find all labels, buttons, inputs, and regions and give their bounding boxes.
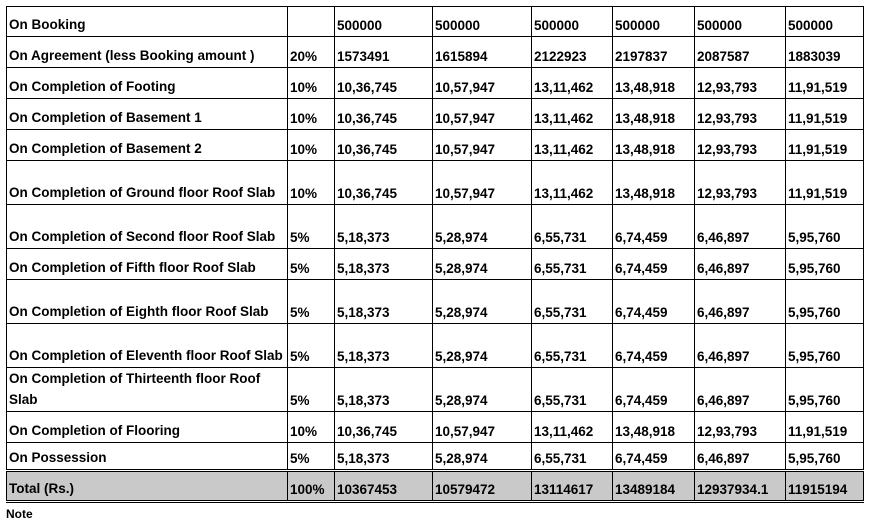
amount-cell: 13,48,918 bbox=[613, 130, 695, 161]
table-row bbox=[7, 68, 864, 99]
amount-cell: 12937934.1 bbox=[695, 471, 786, 502]
amount-cell: 6,55,731 bbox=[532, 368, 613, 412]
amount-cell: 11,91,519 bbox=[786, 412, 864, 443]
stage-label: On Completion of Ground floor Roof Slab bbox=[7, 161, 288, 205]
amount-cell: 5,95,760 bbox=[786, 324, 864, 368]
amount-cell: 10,57,947 bbox=[433, 412, 532, 443]
table-row bbox=[7, 205, 864, 249]
amount-cell: 5,28,974 bbox=[433, 249, 532, 280]
table-row bbox=[7, 280, 864, 324]
amount-cell: 6,74,459 bbox=[613, 280, 695, 324]
amount-cell: 5,18,373 bbox=[335, 205, 433, 249]
table-row bbox=[7, 443, 864, 471]
amount-cell: 500000 bbox=[433, 7, 532, 37]
amount-cell: 12,93,793 bbox=[695, 99, 786, 130]
amount-cell: 6,55,731 bbox=[532, 443, 613, 471]
percentage-cell: 5% bbox=[288, 443, 335, 471]
amount-cell: 6,74,459 bbox=[613, 324, 695, 368]
amount-cell: 12,93,793 bbox=[695, 68, 786, 99]
amount-cell: 5,95,760 bbox=[786, 205, 864, 249]
amount-cell: 6,74,459 bbox=[613, 368, 695, 412]
table-row bbox=[7, 249, 864, 280]
amount-cell: 500000 bbox=[695, 7, 786, 37]
amount-cell: 1573491 bbox=[335, 37, 433, 68]
amount-cell: 11,91,519 bbox=[786, 68, 864, 99]
stage-label: On Completion of Fifth floor Roof Slab bbox=[7, 249, 288, 280]
amount-cell: 5,18,373 bbox=[335, 324, 433, 368]
percentage-cell: 10% bbox=[288, 130, 335, 161]
amount-cell: 500000 bbox=[532, 7, 613, 37]
amount-cell: 13,48,918 bbox=[613, 68, 695, 99]
percentage-cell: 5% bbox=[288, 368, 335, 412]
stage-label: On Booking bbox=[7, 7, 288, 37]
table-row bbox=[7, 412, 864, 443]
amount-cell: 6,46,897 bbox=[695, 324, 786, 368]
amount-cell: 2087587 bbox=[695, 37, 786, 68]
amount-cell: 13,11,462 bbox=[532, 412, 613, 443]
amount-cell: 13,48,918 bbox=[613, 99, 695, 130]
amount-cell: 13,11,462 bbox=[532, 161, 613, 205]
amount-cell: 10,36,745 bbox=[335, 99, 433, 130]
amount-cell: 6,46,897 bbox=[695, 249, 786, 280]
amount-cell: 5,18,373 bbox=[335, 249, 433, 280]
amount-cell: 11915194 bbox=[786, 471, 864, 502]
amount-cell: 2122923 bbox=[532, 37, 613, 68]
amount-cell: 6,46,897 bbox=[695, 368, 786, 412]
amount-cell: 13,11,462 bbox=[532, 99, 613, 130]
amount-cell: 2197837 bbox=[613, 37, 695, 68]
amount-cell: 10,36,745 bbox=[335, 68, 433, 99]
percentage-cell: 5% bbox=[288, 280, 335, 324]
table-row bbox=[7, 130, 864, 161]
stage-label: On Completion of Eighth floor Roof Slab bbox=[7, 280, 288, 324]
amount-cell: 13,11,462 bbox=[532, 68, 613, 99]
amount-cell: 13114617 bbox=[532, 471, 613, 502]
percentage-cell: 20% bbox=[288, 37, 335, 68]
amount-cell: 10,57,947 bbox=[433, 161, 532, 205]
percentage-cell: 5% bbox=[288, 205, 335, 249]
amount-cell: 5,28,974 bbox=[433, 368, 532, 412]
stage-label: On Possession bbox=[7, 443, 288, 471]
amount-cell: 5,18,373 bbox=[335, 280, 433, 324]
amount-cell: 11,91,519 bbox=[786, 130, 864, 161]
note-text: Note bbox=[6, 507, 33, 521]
amount-cell: 10,36,745 bbox=[335, 161, 433, 205]
amount-cell: 12,93,793 bbox=[695, 412, 786, 443]
stage-label: On Completion of Second floor Roof Slab bbox=[7, 205, 288, 249]
amount-cell: 10,36,745 bbox=[335, 412, 433, 443]
amount-cell: 5,95,760 bbox=[786, 443, 864, 471]
amount-cell: 10367453 bbox=[335, 471, 433, 502]
amount-cell: 5,95,760 bbox=[786, 368, 864, 412]
amount-cell: 6,55,731 bbox=[532, 280, 613, 324]
amount-cell: 500000 bbox=[613, 7, 695, 37]
amount-cell: 10,36,745 bbox=[335, 130, 433, 161]
percentage-cell: 10% bbox=[288, 68, 335, 99]
amount-cell: 11,91,519 bbox=[786, 99, 864, 130]
amount-cell: 13,48,918 bbox=[613, 161, 695, 205]
amount-cell: 10,57,947 bbox=[433, 130, 532, 161]
stage-label: On Completion of Eleventh floor Roof Slab bbox=[7, 324, 288, 368]
amount-cell: 6,55,731 bbox=[532, 249, 613, 280]
table-row bbox=[7, 37, 864, 68]
percentage-cell bbox=[288, 7, 335, 37]
amount-cell: 13,48,918 bbox=[613, 412, 695, 443]
stage-label: On Completion of Basement 1 bbox=[7, 99, 288, 130]
amount-cell: 6,46,897 bbox=[695, 205, 786, 249]
total-row bbox=[7, 471, 864, 502]
amount-cell: 1883039 bbox=[786, 37, 864, 68]
amount-cell: 12,93,793 bbox=[695, 161, 786, 205]
stage-label: On Completion of Flooring bbox=[7, 412, 288, 443]
amount-cell: 6,46,897 bbox=[695, 443, 786, 471]
table-row bbox=[7, 99, 864, 130]
amount-cell: 11,91,519 bbox=[786, 161, 864, 205]
amount-cell: 6,74,459 bbox=[613, 205, 695, 249]
amount-cell: 5,18,373 bbox=[335, 368, 433, 412]
table-row bbox=[7, 368, 864, 412]
amount-cell: 500000 bbox=[335, 7, 433, 37]
table-row bbox=[7, 7, 864, 37]
amount-cell: 13,11,462 bbox=[532, 130, 613, 161]
amount-cell: 10,57,947 bbox=[433, 99, 532, 130]
amount-cell: 6,74,459 bbox=[613, 249, 695, 280]
percentage-cell: 10% bbox=[288, 412, 335, 443]
stage-label: On Completion of Footing bbox=[7, 68, 288, 99]
amount-cell: 500000 bbox=[786, 7, 864, 37]
amount-cell: 13489184 bbox=[613, 471, 695, 502]
amount-cell: 10,57,947 bbox=[433, 68, 532, 99]
stage-label: On Completion of Basement 2 bbox=[7, 130, 288, 161]
amount-cell: 6,74,459 bbox=[613, 443, 695, 471]
amount-cell: 12,93,793 bbox=[695, 130, 786, 161]
amount-cell: 5,28,974 bbox=[433, 443, 532, 471]
table-row bbox=[7, 324, 864, 368]
percentage-cell: 100% bbox=[288, 471, 335, 502]
table-row bbox=[7, 161, 864, 205]
amount-cell: 1615894 bbox=[433, 37, 532, 68]
amount-cell: 6,55,731 bbox=[532, 205, 613, 249]
amount-cell: 5,95,760 bbox=[786, 249, 864, 280]
amount-cell: 10579472 bbox=[433, 471, 532, 502]
percentage-cell: 5% bbox=[288, 324, 335, 368]
amount-cell: 6,55,731 bbox=[532, 324, 613, 368]
percentage-cell: 10% bbox=[288, 99, 335, 130]
percentage-cell: 5% bbox=[288, 249, 335, 280]
amount-cell: 5,28,974 bbox=[433, 324, 532, 368]
amount-cell: 5,95,760 bbox=[786, 280, 864, 324]
stage-label: On Completion of Thirteenth floor Roof Slab bbox=[7, 368, 288, 412]
amount-cell: 5,28,974 bbox=[433, 280, 532, 324]
stage-label: On Agreement (less Booking amount ) bbox=[7, 37, 288, 68]
payment-schedule-table bbox=[6, 6, 864, 503]
stage-label: Total (Rs.) bbox=[7, 471, 288, 502]
percentage-cell: 10% bbox=[288, 161, 335, 205]
amount-cell: 5,28,974 bbox=[433, 205, 532, 249]
amount-cell: 5,18,373 bbox=[335, 443, 433, 471]
amount-cell: 6,46,897 bbox=[695, 280, 786, 324]
